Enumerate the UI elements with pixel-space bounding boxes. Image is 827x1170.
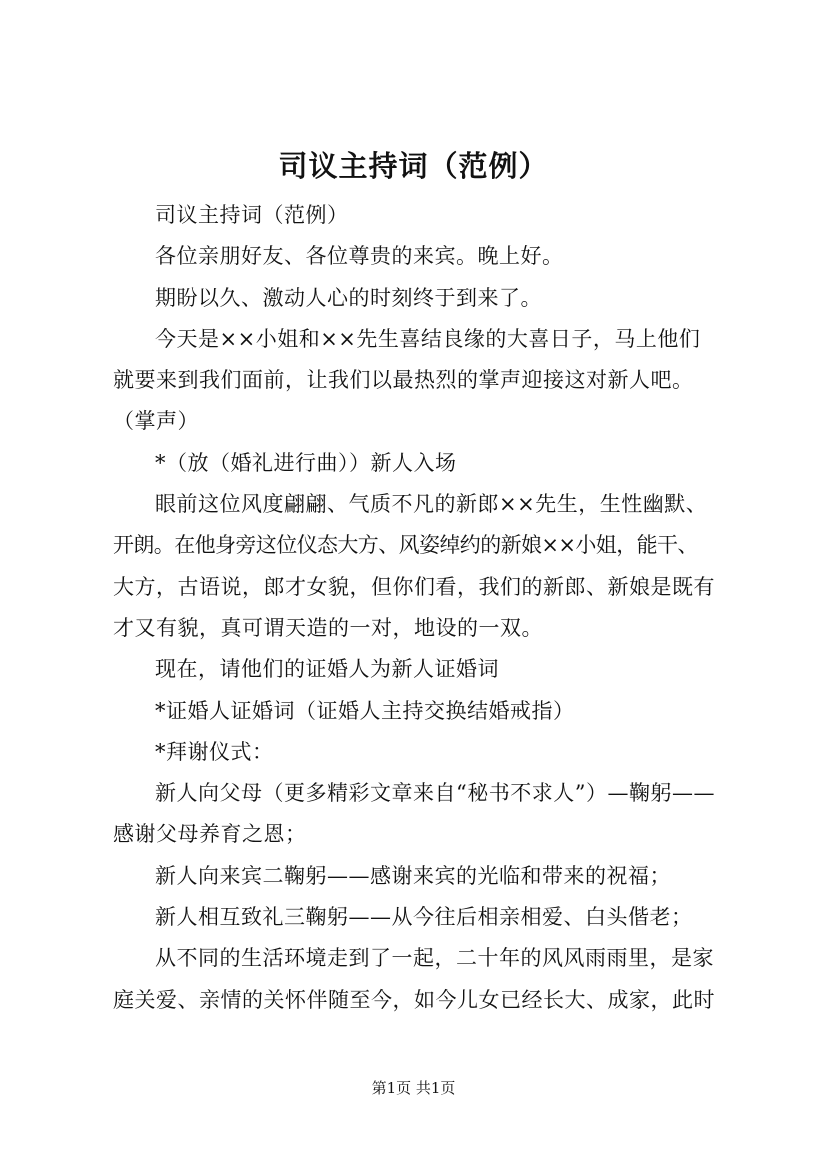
document-body [113, 195, 725, 1021]
paragraph-line: 今天是××小姐和××先生喜结良缘的大喜日子，马上他们 [155, 326, 701, 351]
paragraph-line: 大方，古语说，郎才女貌，但你们看，我们的新郎、新娘是既有 [113, 574, 715, 599]
paragraph-line: 眼前这位风度翩翩、气质不凡的新郎××先生，生性幽默、 [155, 492, 708, 517]
paragraph-line: *证婚人证婚词（证婚人主持交换结婚戒指） [155, 698, 575, 723]
paragraph-line: *（放（婚礼进行曲））新人入场 [155, 450, 457, 475]
page-footer: 第1页 共1页 [371, 1079, 456, 1097]
paragraph-line: 新人向来宾二鞠躬——感谢来宾的光临和带来的祝福； [155, 863, 671, 888]
paragraph-line: 各位亲朋好友、各位尊贵的来宾。晚上好。 [155, 244, 564, 269]
document-title: 司议主持词（范例） [278, 149, 549, 183]
paragraph-line: 从不同的生活环境走到了一起，二十年的风风雨雨里，是家 [155, 946, 714, 971]
paragraph-line: 就要来到我们面前，让我们以最热烈的掌声迎接这对新人吧。 [113, 368, 694, 393]
paragraph-line: （掌声） [113, 409, 199, 434]
paragraph-line: 司议主持词（范例） [155, 203, 349, 227]
paragraph-line: 才又有貌，真可谓天造的一对，地设的一双。 [113, 615, 543, 640]
paragraph-line: 新人相互致礼三鞠躬——从今往后相亲相爱、白头偕老； [155, 905, 693, 930]
paragraph-line: 期盼以久、激动人心的时刻终于到来了。 [155, 285, 542, 310]
paragraph-line: 现在，请他们的证婚人为新人证婚词 [155, 657, 499, 682]
paragraph-line: 庭关爱、亲情的关怀伴随至今，如今儿女已经长大、成家，此时 [113, 987, 715, 1012]
paragraph-line: 新人向父母（更多精彩文章来自“秘书不求人”）—鞠躬—— [155, 781, 715, 806]
paragraph-line: 感谢父母养育之恩； [113, 822, 307, 847]
paragraph-line: 开朗。在他身旁这位仪态大方、风姿绰约的新娘××小姐，能干、 [113, 533, 698, 558]
paragraph-line: *拜谢仪式： [155, 739, 274, 764]
